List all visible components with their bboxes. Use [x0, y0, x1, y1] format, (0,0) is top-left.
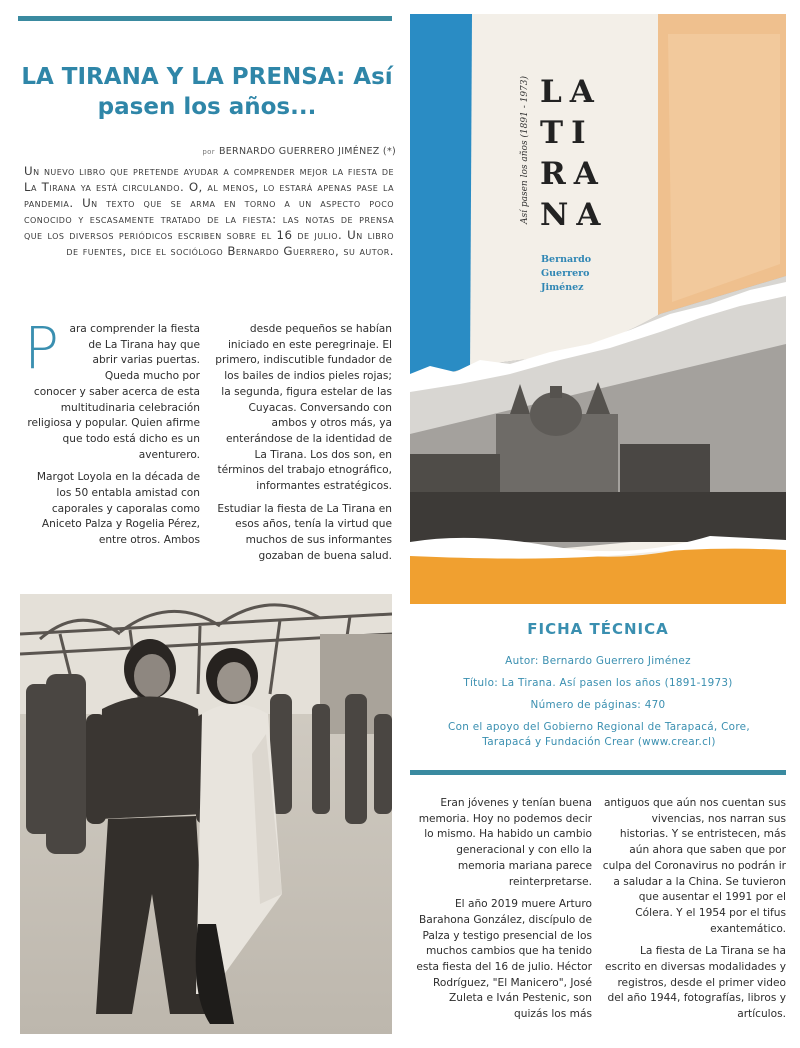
book-author-line: Guerrero	[541, 268, 590, 279]
article-lead: Un nuevo libro que pretende ayudar a comprender mejor la fiesta de La Tirana ya está circulando. O, al menos, lo estará apenas pase la pandemia. Un texto que se arma en torno a un aspecto poco conocido y escasamente tratado de la fiesta: las notas de prensa que los diversos periódicos escriben sobre el 16 de julio. Un libro de fuentes, dice el sociólogo Bernardo Guerrero, su autor.	[24, 164, 394, 258]
col4-paragraph-2: La fiesta de La Tirana se ha escrito en diversas modalidades y registros, desde el primer video del año 1944, fotografías, libros y artículos.	[605, 945, 786, 1021]
book-author-line: Jiménez	[541, 282, 584, 293]
col1-paragraph-2: Margot Loyola en la década de los 50 entabla amistad con caporales y caporalas como Aniceto Palza y Rogelia Pérez, entre otros. Ambos	[36, 471, 200, 547]
body-column-4	[602, 796, 786, 1030]
col4-paragraph-1: antiguos que aún nos cuentan sus vivencias, nos narran sus historias. Y se entristecen, más aún ahora que saben que por culpa del Coronavirus no podrán ir a saludar a la China. Se tuvieron que ausentar el 1991 por el Cólera. Y el 1954 por el tifus exantemático.	[602, 797, 786, 935]
book-title-line: LA	[540, 74, 602, 110]
ficha-title: FICHA TÉCNICA	[527, 620, 669, 638]
ficha-apoyo: Con el apoyo del Gobierno Regional de Tarapacá, Core, Tarapacá y Fundación Crear (www.crear.cl)	[448, 721, 750, 748]
ficha-paginas: Número de páginas: 470	[530, 699, 666, 711]
book-title-line: NA	[540, 197, 609, 233]
drop-cap: P	[24, 314, 59, 382]
col3-paragraph-2: El año 2019 muere Arturo Barahona González, discípulo de Palza y testigo presencial de los muchos cambios que ha tenido esta fiesta del 16 de julio. Héctor Rodríguez, "El Manicero", José Zuleta e Iván Pestenic, son quizás los más	[416, 898, 592, 1021]
byline-prefix: por	[202, 148, 215, 156]
mid-rule-right	[410, 770, 786, 775]
col1-paragraph-1: ara comprender la fiesta de La Tirana hay que abrir varias puertas. Queda mucho por conocer y saber acerca de esta multitudinaria celebración religiosa y popular. Quien afirme que todo está dicho es un aventurero.	[27, 323, 200, 461]
book-title-line: TI	[540, 115, 594, 151]
ficha-titulo: Título: La Tirana. Así pasen los años (1891-1973)	[463, 677, 733, 689]
book-cover	[410, 14, 786, 604]
body-column-3	[412, 796, 592, 1030]
col3-paragraph-1: Eran jóvenes y tenían buena memoria. Hoy no podemos decir lo mismo. Ha habido un cambio generacional y con ello la memoria mariana parece reinterpretarse.	[418, 797, 592, 888]
col2-paragraph-1: desde pequeños se habían iniciado en este peregrinaje. El primero, indiscutible fundador de los bailes de indios pieles rojas; la segunda, figura estelar de las Cuyacas. Conversando con ambos y otros más, ya enterándose de la identidad de La Tirana. Los dos son, en términos del trabajo etnográfico, informantes estratégicos.	[215, 323, 392, 493]
body-column-1	[24, 314, 200, 556]
article-headline: LA TIRANA Y LA PRENSA: Así pasen los años...	[21, 64, 393, 120]
top-rule-left	[18, 16, 392, 21]
col2-paragraph-2: Estudiar la fiesta de La Tirana en esos años, tenía la virtud que muchos de sus informantes gozaban de buena salud.	[217, 502, 392, 562]
archive-photo-illustration	[20, 594, 392, 1034]
book-title	[540, 72, 610, 236]
book-author	[541, 253, 591, 295]
article-byline	[18, 146, 396, 157]
book-title-line: RA	[540, 156, 606, 192]
body-column-2	[212, 322, 392, 572]
ficha-autor: Autor: Bernardo Guerrero Jiménez	[505, 655, 691, 667]
byline-author: BERNARDO GUERRERO JIMÉNEZ (*)	[218, 146, 396, 157]
archive-photo	[20, 594, 392, 1034]
book-subtitle: Así pasen los años (1891 - 1973)	[520, 75, 530, 224]
book-author-line: Bernardo	[541, 254, 592, 265]
